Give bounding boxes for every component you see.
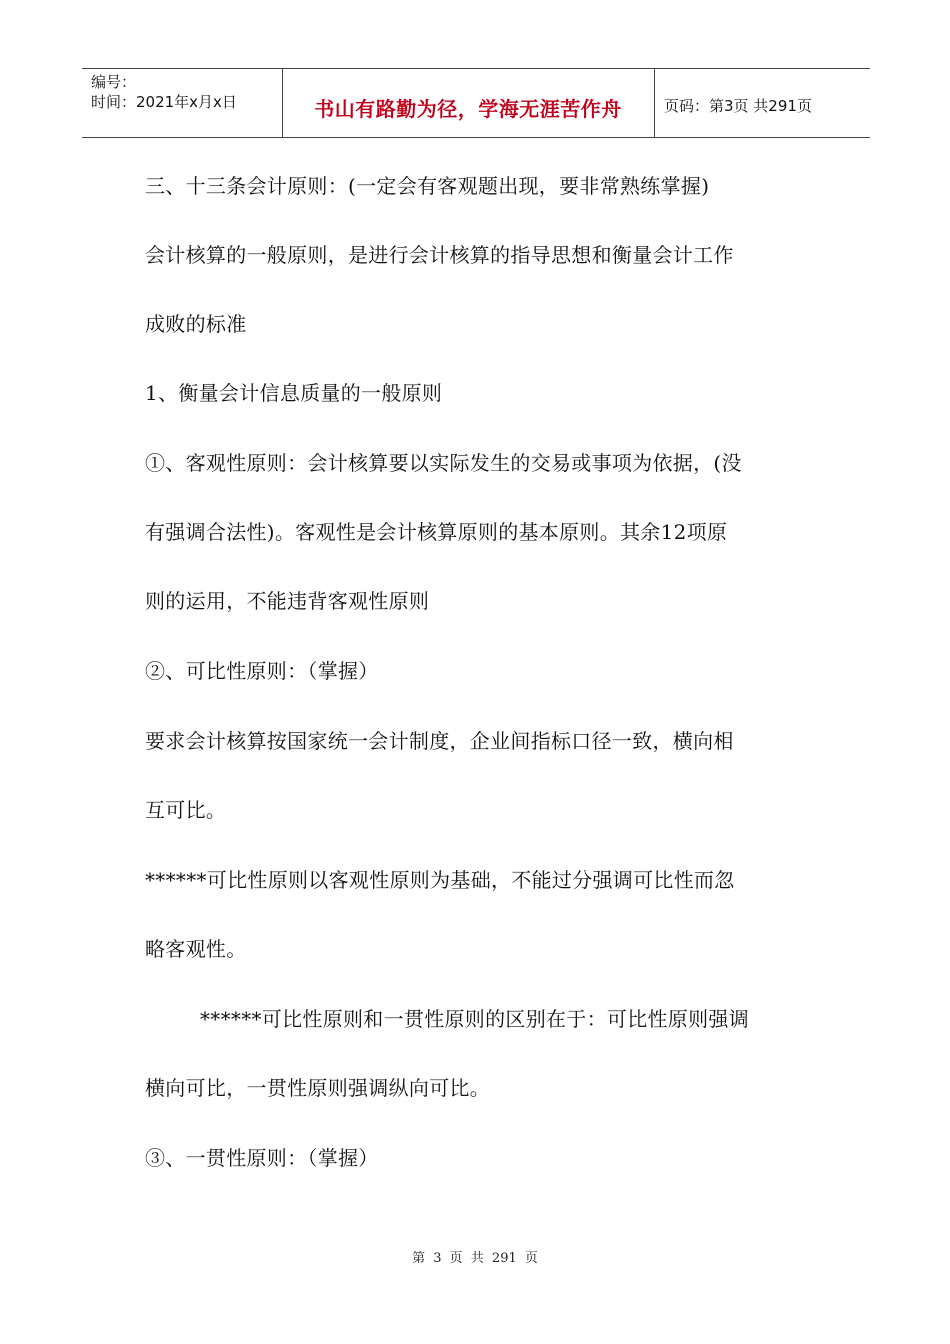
header-meta-cell: [82, 69, 283, 137]
page-footer: 第 3 页 共 291 页: [412, 1251, 538, 1266]
paragraph-line: 横向可比，一贯性原则强调纵向可比。: [145, 1076, 491, 1100]
paragraph-line: ②、可比性原则：（掌握）: [145, 659, 379, 683]
paragraph-line: 略客观性。: [145, 937, 247, 961]
paragraph-line: 则的运用，不能违背客观性原则: [145, 589, 430, 613]
page-info: 页码：第3页 共291页: [664, 97, 812, 115]
header-table: [82, 68, 870, 138]
header-motto-cell: [282, 69, 655, 137]
number-label: 编号：: [91, 73, 137, 91]
paragraph-line: ①、客观性原则：会计核算要以实际发生的交易或事项为依据，(没: [145, 451, 742, 475]
section-heading: 三、十三条会计原则：(一定会有客观题出现，要非常熟练掌握): [145, 174, 710, 198]
subheading: 1、衡量会计信息质量的一般原则: [145, 381, 443, 405]
paragraph-line: 要求会计核算按国家统一会计制度，企业间指标口径一致，横向相: [145, 729, 734, 753]
paragraph-line: ******可比性原则和一贯性原则的区别在于：可比性原则强调: [200, 1007, 749, 1031]
paragraph-line: ******可比性原则以客观性原则为基础，不能过分强调可比性而忽: [145, 868, 735, 892]
paragraph-line: 成败的标准: [145, 312, 247, 336]
date-label: 时间：2021年x月x日: [91, 93, 237, 111]
paragraph-line: 会计核算的一般原则，是进行会计核算的指导思想和衡量会计工作: [145, 243, 734, 267]
paragraph-line: 互可比。: [145, 798, 227, 822]
header-page-cell: [654, 69, 870, 137]
motto: 书山有路勤为径，学海无涯苦作舟: [314, 97, 622, 121]
paragraph-line: 有强调合法性)。客观性是会计核算原则的基本原则。其余12项原: [145, 520, 728, 544]
paragraph-line: ③、一贯性原则：（掌握）: [145, 1146, 379, 1170]
